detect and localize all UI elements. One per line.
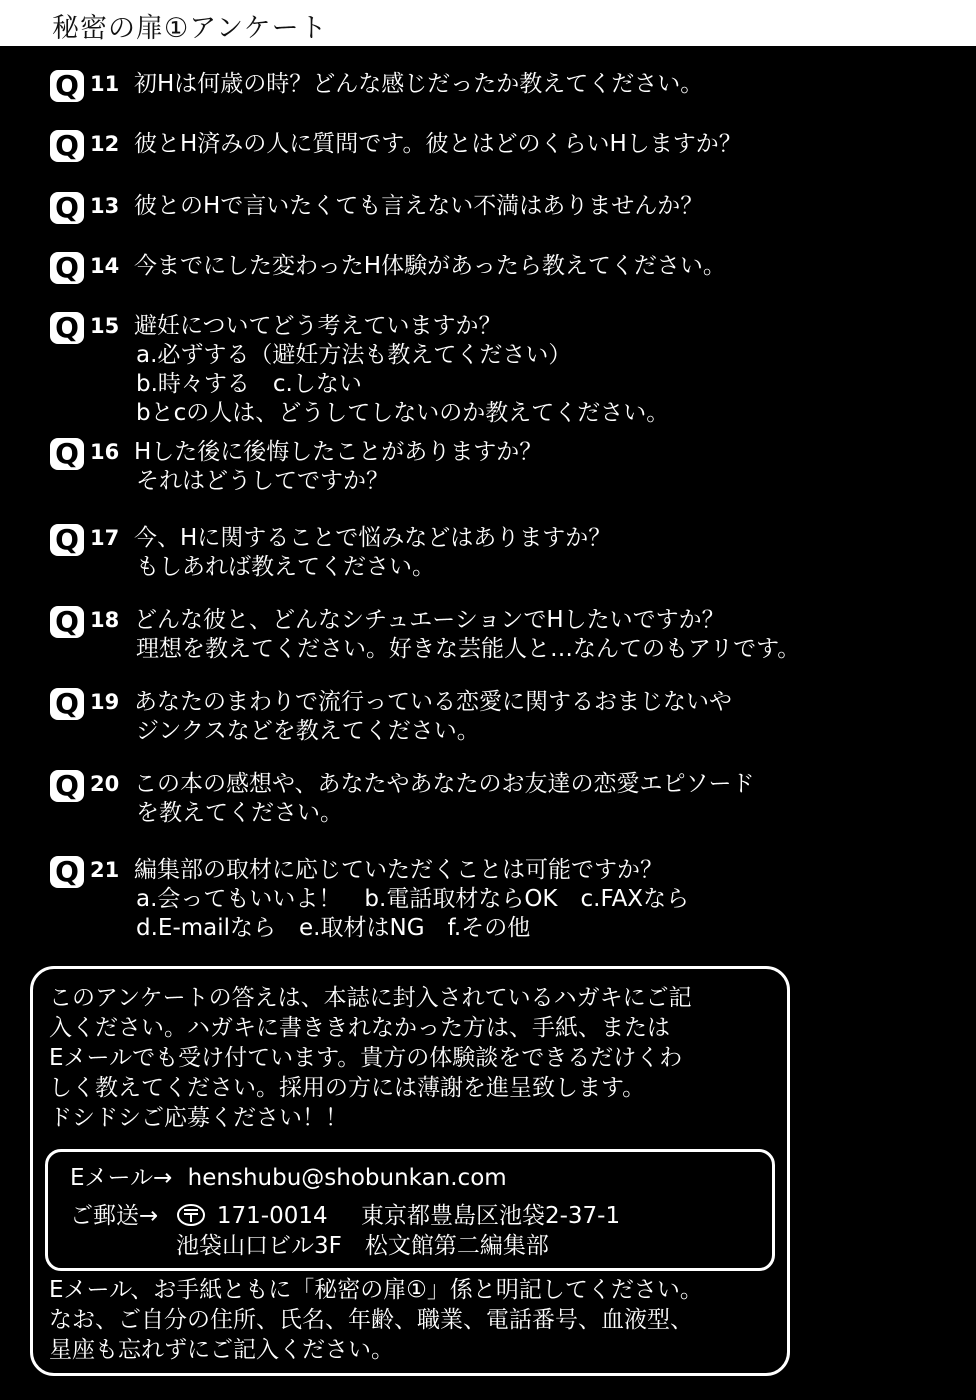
header-bar (0, 0, 976, 48)
question-number: 17 (90, 526, 120, 550)
question-number: 16 (90, 440, 120, 464)
question-text (134, 130, 742, 159)
question-line: あなたのまわりで流行っている恋愛に関するおまじないや (134, 689, 732, 715)
question-line: 避妊についてどう考えていますか？ (134, 313, 502, 339)
mail-row (70, 1202, 620, 1230)
question-number: 14 (90, 254, 120, 278)
question-line: b.時々する c.しない (136, 371, 362, 397)
q-badge-icon: Q (50, 606, 84, 638)
notice-line: Eメール、お手紙ともに「秘密の扉①」係と明記してください。 (49, 1277, 703, 1303)
question-text (134, 438, 542, 496)
question-number: 20 (90, 772, 120, 796)
postal-mark-icon (176, 1203, 206, 1227)
notice-line: このアンケートの答えは、本誌に封入されているハガキにご記 (49, 985, 692, 1011)
question-line: 今までにした変わったH体験があったら教えてください。 (134, 253, 726, 279)
question-number: 12 (90, 132, 120, 156)
q-badge-icon: Q (50, 688, 84, 720)
question-number: 21 (90, 858, 120, 882)
notice-box (30, 966, 790, 1376)
q-badge-icon: Q (50, 438, 84, 470)
q-badge-icon: Q (50, 192, 84, 224)
question-line: a.会ってもいいよ！ b.電話取材ならOK c.FAXなら (136, 886, 690, 912)
question-text (134, 770, 755, 828)
question-line: 編集部の取材に応じていただくことは可能ですか？ (134, 857, 663, 883)
question-line: 彼とH済みの人に質問です。彼とはどのくらいHしますか？ (134, 131, 742, 157)
postal-code: 171-0014 (216, 1203, 328, 1229)
notice-line: Eメールでも受け付ています。貴方の体験談をできるだけくわ (49, 1045, 683, 1071)
question-number: 19 (90, 690, 120, 714)
question-text (134, 688, 732, 746)
notice-line: 星座も忘れずにご記入ください。 (49, 1337, 394, 1363)
notice-line: ドシドシご応募ください！！ (49, 1105, 348, 1131)
email-row (70, 1164, 507, 1192)
question-text (134, 70, 703, 99)
question-line: ジンクスなどを教えてください。 (136, 718, 480, 744)
q-badge-icon: Q (50, 524, 84, 556)
notice-outro (49, 1275, 703, 1365)
question-line: この本の感想や、あなたやあなたのお友達の恋愛エピソード (134, 771, 755, 797)
question-line: を教えてください。 (136, 800, 343, 826)
notice-line: なお、ご自分の住所、氏名、年齢、職業、電話番号、血液型、 (49, 1307, 693, 1333)
address-row-2 (176, 1232, 549, 1260)
question-line: 理想を教えてください。好きな芸能人と…なんてのもアリです。 (136, 636, 801, 662)
question-line: bとcの人は、どうしてしないのか教えてください。 (136, 400, 670, 426)
question-line: d.E-mailなら e.取材はNG f.その他 (136, 915, 531, 941)
q-badge-icon: Q (50, 130, 84, 162)
q-badge-icon: Q (50, 770, 84, 802)
question-text (134, 192, 703, 221)
address-line-2: 池袋山口ビル3F 松文館第二編集部 (176, 1233, 549, 1259)
q-badge-icon: Q (50, 312, 84, 344)
question-line: 彼とのHで言いたくても言えない不満はありませんか？ (134, 193, 704, 219)
question-line: もしあれば教えてください。 (136, 554, 435, 580)
question-text (134, 312, 669, 428)
notice-line: 入ください。ハガキに書ききれなかった方は、手紙、または (49, 1015, 670, 1041)
question-number: 15 (90, 314, 120, 338)
question-number: 18 (90, 608, 120, 632)
contact-box (45, 1149, 775, 1271)
q-badge-icon: Q (50, 856, 84, 888)
question-line: 今、Hに関することで悩みなどはありますか？ (134, 525, 612, 551)
notice-line: しく教えてください。採用の方には薄謝を進呈致します。 (49, 1075, 646, 1101)
question-text (134, 524, 611, 582)
question-text (134, 606, 800, 664)
address-line-1: 東京都豊島区池袋2-37-1 (360, 1203, 621, 1229)
email-label: Eメール→ (70, 1165, 173, 1191)
postal-code-group (176, 1202, 328, 1230)
page-title: 秘密の扉①アンケート (52, 13, 328, 44)
email-address[interactable]: henshubu@shobunkan.com (187, 1165, 507, 1191)
question-number: 11 (90, 72, 120, 96)
question-line: Hした後に後悔したことがありますか？ (134, 439, 543, 465)
question-line: 初Hは何歳の時？どんな感じだったか教えてください。 (134, 71, 704, 97)
question-text (134, 252, 726, 281)
question-line: それはどうしてですか？ (136, 468, 389, 494)
mail-label: ご郵送→ (70, 1203, 159, 1229)
q-badge-icon: Q (50, 252, 84, 284)
q-badge-icon: Q (50, 70, 84, 102)
question-text (134, 856, 689, 943)
question-number: 13 (90, 194, 120, 218)
question-line: a.必ずする（避妊方法も教えてください） (136, 342, 572, 368)
notice-intro (49, 983, 692, 1133)
question-line: どんな彼と、どんなシチュエーションでHしたいですか？ (134, 607, 725, 633)
